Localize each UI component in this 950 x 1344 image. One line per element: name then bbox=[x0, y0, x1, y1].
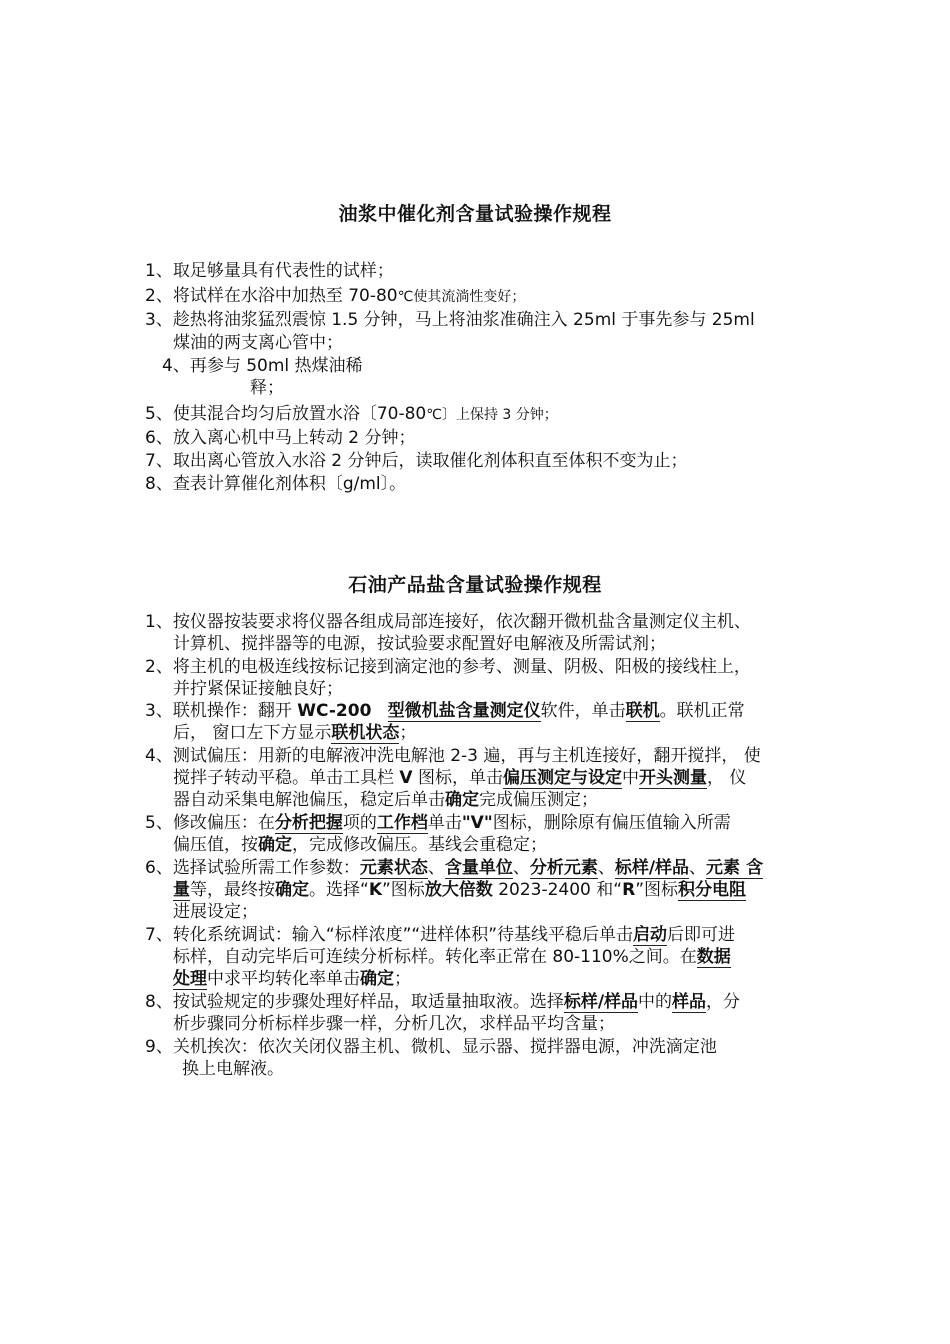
item-5-line-2: 偏压值，按确定，完成修改偏压。基线会重稳定； bbox=[173, 835, 547, 855]
item-3-line-2: 后， 窗口左下方显示联机状态； bbox=[173, 723, 417, 743]
item-6-line-1: 6、选择试验所需工作参数：元素状态、含量单位、分析元素、标样/样品、元素 含 bbox=[145, 858, 763, 878]
item-7-line-3: 处理中求平均转化率单击确定； bbox=[173, 969, 411, 989]
item-4-line-2: 搅拌子转动平稳。单击工具栏 V 图标，单击偏压测定与设定中开头测量， 仪 bbox=[173, 768, 747, 788]
item-6-line-2: 量等，最终按确定。选择“K”图标放大倍数 2023-2400 和“R”图标积分电阻 bbox=[173, 880, 746, 900]
step-3-line-1: 3、趁热将油浆猛烈震惊 1.5 分钟，马上将油浆准确注入 25ml 于事先参与 25ml bbox=[145, 310, 755, 330]
section-1-title: 油浆中催化剂含量试验操作规程 bbox=[338, 203, 612, 225]
item-9-line-1: 9、关机挨次：依次关闭仪器主机、微机、显示器、搅拌器电源，冲洗滴定池 bbox=[145, 1037, 717, 1057]
item-3-line-1: 3、联机操作：翻开 WC-200 型微机盐含量测定仪软件，单击联机。联机正常 bbox=[145, 701, 745, 721]
item-9-line-2: 换上电解液。 bbox=[182, 1059, 284, 1079]
item-1-line-2: 计算机、搅拌器等的电源，按试验要求配置好电解液及所需试剂； bbox=[173, 634, 666, 654]
item-4-line-1: 4、测试偏压：用新的电解液冲洗电解池 2-3 遍，再与主机连接好，翻开搅拌， 使 bbox=[145, 746, 761, 766]
item-1-line-1: 1、按仪器按装要求将仪器各组成局部连接好，依次翻开微机盐含量测定仪主机、 bbox=[145, 612, 751, 632]
item-6-line-3: 进展设定； bbox=[173, 902, 258, 922]
step-5: 5、使其混合均匀后放置水浴〔70-80℃〕上保持 3 分钟； bbox=[145, 404, 558, 424]
item-8-line-1: 8、按试验规定的步骤处理好样品，取适量抽取液。选择标样/样品中的样品，分 bbox=[145, 992, 741, 1012]
step-7: 7、取出离心管放入水浴 2 分钟后，读取催化剂体积直至体积不变为止； bbox=[145, 451, 688, 471]
step-2: 2、将试样在水浴中加热至 70-80℃使其流淌性变好； bbox=[145, 286, 526, 306]
item-5-line-1: 5、修改偏压：在分析把握项的工作档单击"V"图标，删除原有偏压值输入所需 bbox=[145, 813, 731, 833]
step-8: 8、查表计算催化剂体积〔g/ml〕。 bbox=[145, 474, 407, 494]
step-1: 1、取足够量具有代表性的试样； bbox=[145, 261, 394, 281]
item-7-line-1: 7、转化系统调试：输入“标样浓度”“进样体积”待基线平稳后单击启动后即可进 bbox=[145, 925, 736, 945]
item-8-line-2: 析步骤同分析标样步骤一样，分析几次，求样品平均含量； bbox=[173, 1014, 615, 1034]
item-7-line-2: 标样，自动完毕后可连续分析标样。转化率正常在 80-110%之间。在数据 bbox=[173, 947, 731, 967]
step-4-line-1: 4、再参与 50ml 热煤油稀 bbox=[162, 356, 363, 376]
item-2-line-2: 并拧紧保证接触良好； bbox=[173, 679, 343, 699]
section-2-title: 石油产品盐含量试验操作规程 bbox=[348, 574, 602, 596]
step-6: 6、放入离心机中马上转动 2 分钟； bbox=[145, 428, 416, 448]
item-4-line-3: 器自动采集电解池偏压，稳定后单击确定完成偏压测定； bbox=[173, 790, 598, 810]
step-4-line-2: 释； bbox=[250, 378, 284, 398]
step-3-line-2: 煤油的两支离心管中； bbox=[173, 333, 343, 353]
item-2-line-1: 2、将主机的电极连线按标记接到滴定池的参考、测量、阴极、阳极的接线柱上， bbox=[145, 657, 751, 677]
